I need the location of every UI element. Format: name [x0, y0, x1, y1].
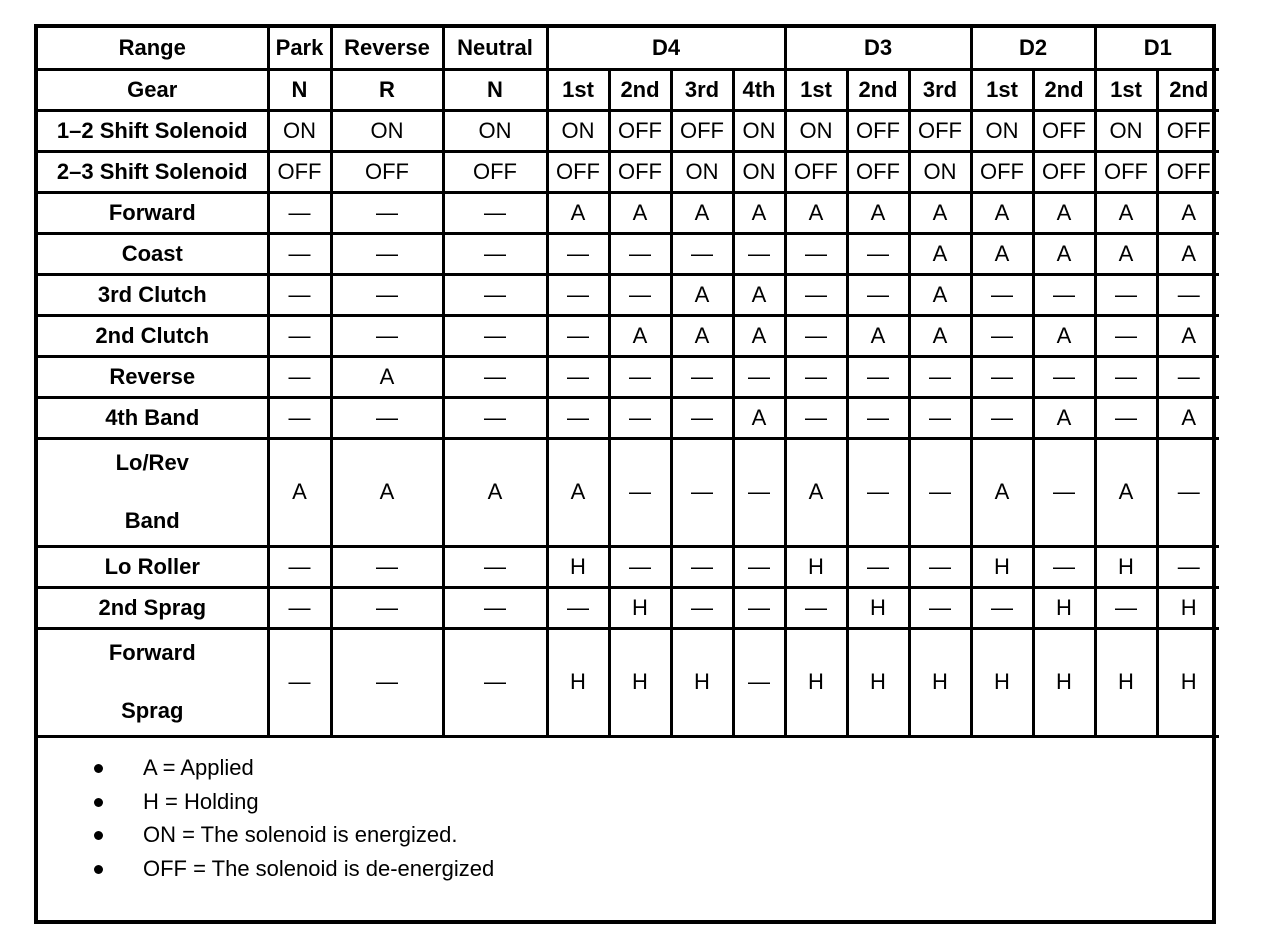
table-cell: OFF: [1157, 110, 1219, 151]
table-cell: —: [671, 546, 733, 587]
table-cell: A: [1157, 315, 1219, 356]
table-cell: A: [847, 315, 909, 356]
gear-header-cell: 3rd: [671, 69, 733, 110]
table-cell: ON: [547, 110, 609, 151]
range-header-cell: D1: [1095, 28, 1219, 69]
table-cell: —: [331, 546, 443, 587]
table-cell: —: [1095, 356, 1157, 397]
table-cell: —: [847, 233, 909, 274]
gear-header-cell: N: [268, 69, 331, 110]
table-cell: A: [971, 438, 1033, 546]
table-cell: —: [547, 587, 609, 628]
table-cell: —: [909, 546, 971, 587]
table-cell: A: [909, 315, 971, 356]
table-cell: —: [733, 546, 785, 587]
table-cell: —: [1095, 315, 1157, 356]
table-cell: H: [1157, 628, 1219, 736]
table-cell: ON: [733, 110, 785, 151]
table-cell: A: [671, 274, 733, 315]
legend-item: [38, 822, 1212, 856]
table-cell: —: [671, 397, 733, 438]
table-cell: —: [443, 192, 547, 233]
table-cell: —: [733, 356, 785, 397]
table-cell: A: [1033, 233, 1095, 274]
table-cell: A: [909, 233, 971, 274]
table-cell: —: [909, 356, 971, 397]
table-cell: —: [733, 587, 785, 628]
legend-item: [38, 755, 1212, 789]
table-row: [38, 151, 1219, 192]
table-cell: —: [609, 274, 671, 315]
table-cell: —: [268, 233, 331, 274]
table-cell: —: [331, 587, 443, 628]
row-label: 1–2 Shift Solenoid: [38, 110, 268, 151]
range-header-cell: D3: [785, 28, 971, 69]
table-cell: OFF: [268, 151, 331, 192]
table-cell: H: [547, 546, 609, 587]
table-cell: OFF: [443, 151, 547, 192]
table-cell: —: [268, 274, 331, 315]
table-cell: —: [1095, 587, 1157, 628]
table-cell: A: [443, 438, 547, 546]
range-header-cell: D4: [547, 28, 785, 69]
table-cell: —: [847, 546, 909, 587]
row-label: Reverse: [38, 356, 268, 397]
gear-header-cell: 1st: [785, 69, 847, 110]
table-cell: ON: [971, 110, 1033, 151]
table-cell: A: [671, 192, 733, 233]
table-cell: —: [268, 397, 331, 438]
table-cell: —: [268, 546, 331, 587]
table-row: [38, 69, 1219, 110]
table-cell: —: [547, 356, 609, 397]
table-cell: A: [733, 397, 785, 438]
bullet-icon: [94, 865, 103, 874]
table-cell: —: [547, 274, 609, 315]
table-cell: OFF: [785, 151, 847, 192]
bullet-icon: [94, 764, 103, 773]
table-cell: A: [609, 192, 671, 233]
table-cell: —: [1033, 274, 1095, 315]
table-cell: OFF: [1033, 110, 1095, 151]
table-cell: —: [331, 397, 443, 438]
table-row: [38, 546, 1219, 587]
table-cell: H: [909, 628, 971, 736]
table-cell: —: [443, 397, 547, 438]
table-cell: —: [1095, 397, 1157, 438]
table-cell: A: [785, 192, 847, 233]
row-label: [38, 628, 268, 736]
gear-header-cell: 2nd: [1157, 69, 1219, 110]
gear-header-cell: R: [331, 69, 443, 110]
legend-text: H = Holding: [143, 788, 259, 814]
table-cell: —: [1033, 438, 1095, 546]
table-cell: —: [331, 628, 443, 736]
table-cell: —: [1095, 274, 1157, 315]
table-cell: —: [909, 587, 971, 628]
table-cell: OFF: [1033, 151, 1095, 192]
table-cell: —: [331, 192, 443, 233]
table-cell: —: [1157, 438, 1219, 546]
table-cell: H: [1033, 628, 1095, 736]
table-cell: —: [443, 315, 547, 356]
table-cell: ON: [268, 110, 331, 151]
table-cell: —: [609, 233, 671, 274]
table-cell: ON: [909, 151, 971, 192]
table-cell: —: [971, 315, 1033, 356]
row-label: 2–3 Shift Solenoid: [38, 151, 268, 192]
table-cell: H: [971, 546, 1033, 587]
gear-header-cell: 1st: [971, 69, 1033, 110]
row-label: [38, 438, 268, 546]
table-cell: H: [785, 546, 847, 587]
table-cell: ON: [785, 110, 847, 151]
table-cell: —: [1157, 274, 1219, 315]
table-cell: A: [1033, 192, 1095, 233]
table-cell: A: [909, 192, 971, 233]
table-cell: A: [733, 274, 785, 315]
row-label: Coast: [38, 233, 268, 274]
gear-header-cell: 3rd: [909, 69, 971, 110]
table-cell: —: [733, 438, 785, 546]
row-label-bottom: Sprag: [121, 698, 184, 723]
table-cell: —: [547, 233, 609, 274]
table-cell: —: [671, 356, 733, 397]
table-row: [38, 397, 1219, 438]
table-cell: A: [971, 192, 1033, 233]
table-cell: A: [671, 315, 733, 356]
table-cell: ON: [671, 151, 733, 192]
range-header-cell: D2: [971, 28, 1095, 69]
table-cell: —: [909, 397, 971, 438]
table-cell: A: [547, 192, 609, 233]
table-cell: OFF: [547, 151, 609, 192]
table-cell: H: [1033, 587, 1095, 628]
table-cell: A: [971, 233, 1033, 274]
table-cell: —: [785, 397, 847, 438]
table-cell: —: [443, 233, 547, 274]
row-label: Forward: [38, 192, 268, 233]
table-cell: H: [1095, 628, 1157, 736]
table-cell: —: [443, 628, 547, 736]
table-cell: —: [785, 587, 847, 628]
table-cell: —: [671, 438, 733, 546]
table-cell: OFF: [847, 151, 909, 192]
table-cell: —: [443, 356, 547, 397]
table-cell: —: [733, 233, 785, 274]
table-cell: —: [609, 438, 671, 546]
table-cell: —: [1033, 546, 1095, 587]
table-cell: H: [671, 628, 733, 736]
range-header-cell: Neutral: [443, 28, 547, 69]
table-cell: —: [609, 356, 671, 397]
table-cell: —: [268, 356, 331, 397]
table-cell: H: [785, 628, 847, 736]
row-label: Lo Roller: [38, 546, 268, 587]
table-row: [38, 274, 1219, 315]
gear-header-cell: 2nd: [609, 69, 671, 110]
legend-item: [38, 789, 1212, 823]
table-cell: —: [847, 397, 909, 438]
table-cell: —: [909, 438, 971, 546]
table-row: [38, 438, 1219, 546]
table-cell: A: [1157, 397, 1219, 438]
table-row: [38, 233, 1219, 274]
table-cell: —: [733, 628, 785, 736]
gear-header-cell: 2nd: [1033, 69, 1095, 110]
table-cell: —: [847, 438, 909, 546]
table-cell: —: [609, 546, 671, 587]
table-cell: A: [609, 315, 671, 356]
table-cell: OFF: [1095, 151, 1157, 192]
table-cell: ON: [733, 151, 785, 192]
table-cell: —: [847, 274, 909, 315]
table-cell: A: [547, 438, 609, 546]
table-cell: —: [443, 546, 547, 587]
range-header-cell: Reverse: [331, 28, 443, 69]
gear-header-cell: 4th: [733, 69, 785, 110]
table-cell: —: [443, 587, 547, 628]
table-cell: —: [1033, 356, 1095, 397]
row-label-top: Lo/Rev: [115, 450, 189, 475]
table-cell: A: [847, 192, 909, 233]
table-cell: A: [1157, 192, 1219, 233]
table-row: [38, 587, 1219, 628]
table-cell: H: [609, 628, 671, 736]
table-cell: A: [1095, 438, 1157, 546]
row-label: Range: [38, 28, 268, 69]
table-cell: —: [331, 274, 443, 315]
table-row: [38, 356, 1219, 397]
table-cell: —: [268, 192, 331, 233]
table-cell: —: [671, 233, 733, 274]
table-cell: —: [268, 315, 331, 356]
table-cell: A: [1033, 397, 1095, 438]
table-row: [38, 192, 1219, 233]
table-cell: —: [443, 274, 547, 315]
gear-header-cell: N: [443, 69, 547, 110]
table-cell: —: [785, 315, 847, 356]
row-label: 4th Band: [38, 397, 268, 438]
table-row: [38, 628, 1219, 736]
table-cell: —: [785, 233, 847, 274]
table-cell: H: [1095, 546, 1157, 587]
table-cell: —: [547, 397, 609, 438]
table-cell: —: [847, 356, 909, 397]
row-label-top: Forward: [108, 640, 196, 665]
table-cell: H: [847, 628, 909, 736]
transmission-apply-chart: [34, 24, 1216, 924]
table-cell: A: [733, 192, 785, 233]
legend: [38, 743, 1212, 913]
table-cell: —: [971, 397, 1033, 438]
table-row: [38, 28, 1219, 69]
table-cell: OFF: [609, 151, 671, 192]
legend-text: A = Applied: [143, 755, 254, 780]
table-cell: H: [971, 628, 1033, 736]
gear-header-cell: 2nd: [847, 69, 909, 110]
table-cell: —: [1157, 546, 1219, 587]
table-cell: ON: [1095, 110, 1157, 151]
legend-text: OFF = The solenoid is de-energized: [143, 855, 495, 881]
table-row: [38, 315, 1219, 356]
table-cell: OFF: [609, 110, 671, 151]
table-cell: —: [547, 315, 609, 356]
table-cell: —: [971, 274, 1033, 315]
table-cell: OFF: [1157, 151, 1219, 192]
table-row: [38, 110, 1219, 151]
apply-table: [38, 28, 1219, 738]
table-cell: A: [1095, 192, 1157, 233]
bullet-icon: [94, 831, 103, 840]
bullet-icon: [94, 798, 103, 807]
row-label: Gear: [38, 69, 268, 110]
table-cell: A: [331, 438, 443, 546]
range-header-cell: Park: [268, 28, 331, 69]
gear-header-cell: 1st: [1095, 69, 1157, 110]
table-cell: A: [268, 438, 331, 546]
table-cell: A: [785, 438, 847, 546]
row-label: 2nd Sprag: [38, 587, 268, 628]
table-cell: ON: [331, 110, 443, 151]
table-cell: A: [1157, 233, 1219, 274]
table-cell: —: [671, 587, 733, 628]
table-cell: OFF: [847, 110, 909, 151]
gear-header-cell: 1st: [547, 69, 609, 110]
table-cell: OFF: [331, 151, 443, 192]
table-cell: A: [1095, 233, 1157, 274]
table-cell: —: [971, 587, 1033, 628]
table-cell: H: [1157, 587, 1219, 628]
table-cell: —: [971, 356, 1033, 397]
table-cell: —: [1157, 356, 1219, 397]
table-cell: H: [547, 628, 609, 736]
table-cell: —: [609, 397, 671, 438]
table-cell: OFF: [909, 110, 971, 151]
table-cell: A: [331, 356, 443, 397]
legend-item: [38, 856, 1212, 890]
table-cell: —: [268, 587, 331, 628]
table-cell: —: [785, 274, 847, 315]
table-cell: —: [331, 233, 443, 274]
table-cell: A: [1033, 315, 1095, 356]
table-cell: OFF: [671, 110, 733, 151]
legend-text: ON = The solenoid is energized.: [143, 822, 458, 847]
table-cell: A: [909, 274, 971, 315]
table-cell: H: [609, 587, 671, 628]
row-label-bottom: Band: [124, 508, 180, 533]
table-cell: A: [733, 315, 785, 356]
row-label: 2nd Clutch: [38, 315, 268, 356]
table-cell: —: [331, 315, 443, 356]
table-cell: OFF: [971, 151, 1033, 192]
row-label: 3rd Clutch: [38, 274, 268, 315]
table-cell: —: [268, 628, 331, 736]
table-cell: —: [785, 356, 847, 397]
table-cell: ON: [443, 110, 547, 151]
table-cell: H: [847, 587, 909, 628]
